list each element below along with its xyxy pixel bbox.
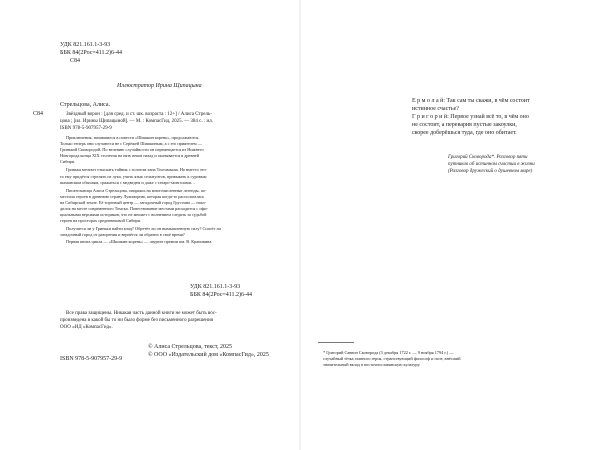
footnote (323, 350, 461, 368)
annotation-line: Сибири. (60, 159, 76, 165)
footnote-line: значительный вклад в восточнославянскую культуру. (323, 362, 421, 368)
annotation-line: Получится ли у Гриньки найти клад? Обретёт ли он вымышленную силу? Спасёт ли (66, 226, 221, 232)
annotation-line: Первая книга цикла — «Шишкин корень» — лауреат премии им. В. Крапивина. (66, 238, 213, 244)
right-page (300, 0, 600, 450)
footnote-line: случайный тёзка главного героя, странствующий философ и поэт, внёсший (323, 356, 461, 362)
annotation-line: дился на месте современного Томска. Повествование местами расходится с офи- (60, 206, 208, 212)
isbn-footer: ISBN 978-5-907957-29-9 (60, 356, 123, 362)
udk-code: УДК 821.161.1-3-93 (60, 42, 111, 48)
author-mark-side: С84 (33, 111, 44, 117)
annotation-line: на Сибирской земле. Её торговый центр — загадочный город Грустина — нахо- (60, 199, 207, 205)
annotation-paragraph-2 (60, 167, 221, 185)
epigraph-source-line: (Разговор дружеский о душевном мире) (448, 169, 533, 174)
epigraph-line: не состоит, а переварив пустые закоулки, (412, 122, 517, 128)
annotation-line: местила героев в древнюю страну Лукоморию, которая когда-то располагалась (60, 193, 205, 199)
annotation-line: Писательница Алиса Стрельцова, опираясь на многочисленные легенды, по- (66, 187, 207, 193)
bbk-code-bottom: ББК 84(2Рос=411.2)6-44 (190, 292, 253, 298)
annotation-line: Приключения, начавшиеся в повести «Шишкин корень», продолжаются. (66, 135, 200, 140)
author-mark: С84 (70, 58, 81, 64)
epigraph-line: Е р м о л а й: Так сам ты скажи, в чём состоит (412, 98, 530, 104)
rights-line: Все права защищены. Никакая часть данной книги не может быть вос- (66, 311, 217, 316)
annotation-line: го ему придётся стрелять из лука, учить язык сельнуптов, привыкать к суровым (60, 173, 207, 179)
epigraph-source (448, 154, 535, 175)
bib-line: Звёздный ворон : [для сред. и ст. шк. возраста : 12+] / Алиса Стрель- (66, 112, 212, 117)
illustrator-credit: Иллюстратор Ирина Щипацына (117, 83, 202, 89)
copyright-text: © Алиса Стрельцова, текст, 2025 (148, 344, 233, 350)
footnote-rule (318, 342, 354, 343)
rights-line: произведена в какой бы то ни было форме без письменного разрешения (60, 318, 213, 323)
annotation-paragraph-4 (60, 226, 221, 244)
bibliographic-record (60, 111, 213, 132)
epigraph-source-line: путников об истинном счастии в жизни (448, 162, 535, 167)
footnote-line: * Григорий Саввич Сковорода (3 декабря 1722 г. — 9 ноября 1794 г.) — (323, 350, 454, 355)
annotation-paragraph-1 (60, 135, 221, 165)
bbk-code: ББК 84(2Рос=411.2)6-44 (60, 50, 123, 56)
copyright-block (148, 343, 269, 359)
annotation-line: циальными версиями историков, что не мешает с волнением следить за судьбой (60, 212, 207, 218)
annotation-line: Новгорода конца XIX столетия на пять веков назад и оказывается в древней (60, 153, 199, 159)
rights-line: ООО «ИД «КомпасГид». (60, 325, 113, 330)
epigraph-dialogue (412, 97, 530, 137)
annotation-line: Только теперь они случаются не с Серёжей Шишкиным, а с его приятелем — (60, 141, 203, 147)
annotation (60, 135, 221, 245)
epigraph-line: истинное счастье? (412, 106, 459, 112)
epigraph-source-line: Григорий Сковорода*. Разговор пяти (448, 155, 528, 160)
rights-notice (60, 310, 217, 331)
annotation-line: Гринькой Сковородой. По велению случайности он перемещается из Нижнего (60, 147, 204, 153)
udk-code-bottom: УДК 821.161.1-3-93 (190, 284, 241, 290)
epigraph-line: скорее доберёшься туда, где оно обитает. (412, 130, 517, 136)
annotation-paragraph-3 (60, 188, 221, 225)
top-classification-codes (60, 41, 122, 65)
copyright-publisher: © ООО «Издательский дом «КомпасГид», 2025 (148, 352, 269, 358)
bib-line: цова ; [ил. Ирины Щипацыной]. — М. : КомпасГид, 2025. — 384 с. : ил. (60, 119, 213, 124)
author-heading: Стрельцова, Алиса. (60, 102, 111, 108)
annotation-line: Гринька мечтает отыскать тайник с золотом хана Тохтамыша. Но вместо это- (66, 167, 208, 173)
annotation-line: шаманским обычаям, сражаться с медведем и даже с татаро-монголами… (60, 179, 196, 185)
epigraph-line: Г р и г о р и й: Первое узнай всё то, в чём оно (412, 114, 529, 120)
annotation-line: загадочный город от разорения и вернётся ли обратно в своё время? (60, 232, 185, 238)
isbn-line: ISBN 978-5-907957-29-9 (60, 126, 112, 131)
bottom-classification-codes (190, 283, 252, 299)
annotation-line: героев на просторах средневековой Сибири. (60, 218, 142, 224)
